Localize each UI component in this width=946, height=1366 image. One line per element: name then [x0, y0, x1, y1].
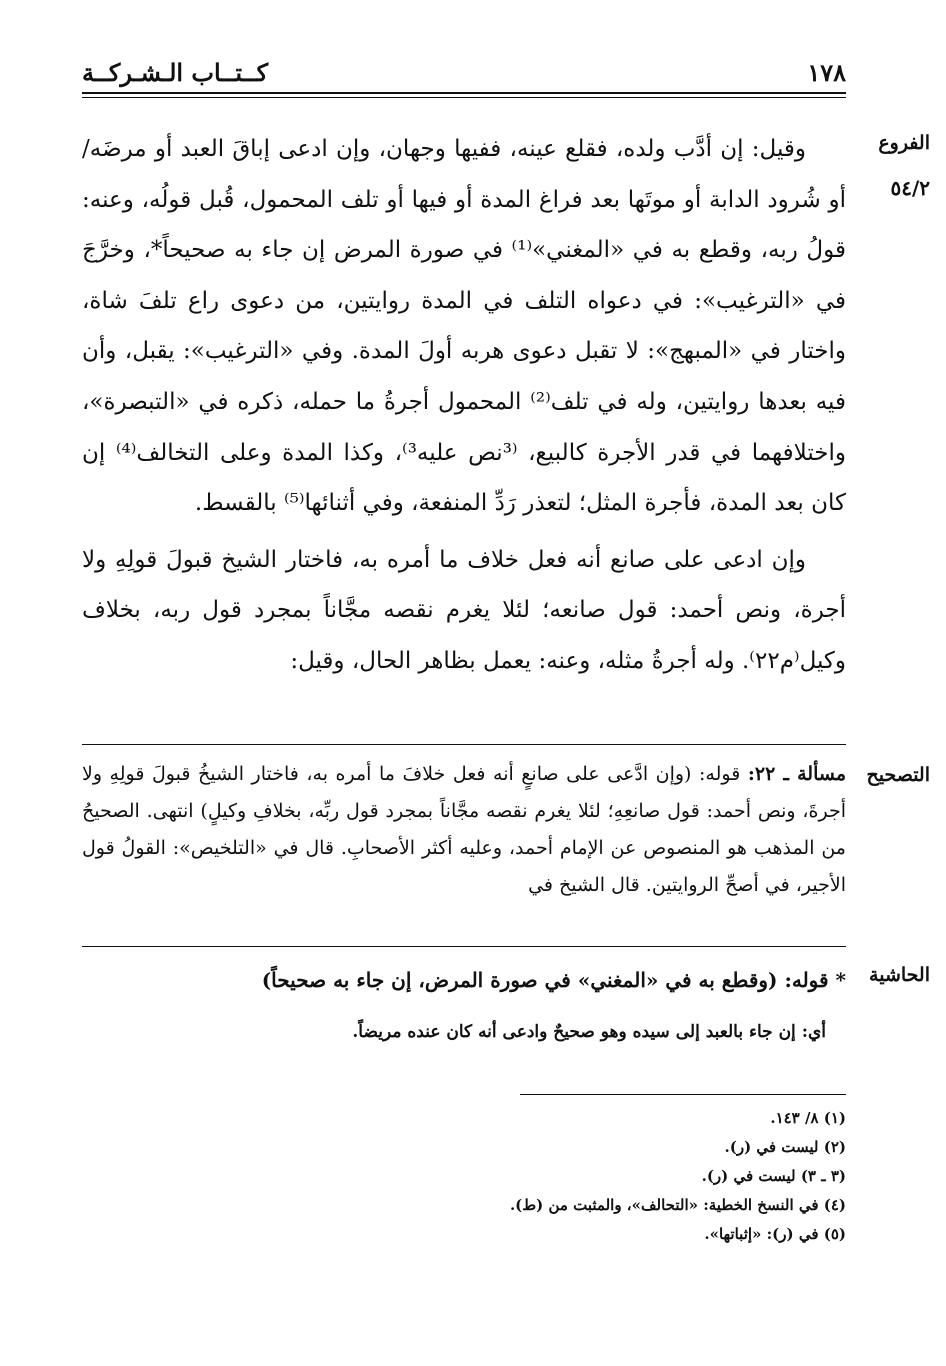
tashih-section [82, 756, 846, 904]
tashih-text: قوله: (وإن ادَّعى على صانعٍ أنه فعل خلافَ ما أمره به، فاختار الشيخُ قبولَ قولِهِ ولا أجرةَ، ونص أحمد: قول صانعِهِ؛ لئلا يغرم نقصه مجَّاناً بمجرد قول ربِّه، بخلافِ وكيلٍ) انتهى. الصحيحُ من المذهب هو المنصوص عن الإمام أحمد، وعليه أكثر الأصحابِ. قال في «التلخيص»: القولُ قول الأجير، في أصحِّ الروايتين. قال الشيخ في [82, 763, 846, 896]
footnote-item: (٥) في (ر): «إثباتها». [704, 1225, 846, 1243]
main-paragraph-1: وقيل: إن أدَّب ولده، فقلع عينه، ففيها وجهان، وإن ادعى إباقَ العبد أو مرضَه/ أو شُرود الدابة أو موتَها بعد فراغ المدة أو فيها أو تلف المحمول، قُبل قولُه، وعنه: قولُ ربه، وقطع به في «المغني»⁽¹⁾ في صورة المرض إن جاء به صحيحاً*، وخرَّجَ في «الترغيب»: في دعواه التلف في المدة روايتين، من دعوى راع تلفَ شاة، واختار في «المبهج»: لا تقبل دعوى هربه أولَ المدة. وفي «الترغيب»: يقبل، وأن فيه بعدها روايتين، وله في تلف⁽²⁾ المحمول أجرةُ ما حمله، ذكره في «التبصرة»، واختلافهما في قدر الأجرة كالبيع، ⁽³نص عليه³⁾، وكذا المدة وعلى التخالف⁽⁴⁾ إن كان بعد المدة، فأجرة المثل؛ لتعذر رَدِّ المنفعة، وفي أثنائها⁽⁵⁾ بالقسط. [82, 136, 846, 517]
footnote-item: (٣ ـ ٣) ليست في (ر). [701, 1167, 846, 1185]
hashiya-heading: * قوله: (وقطع به في «المغني» في صورة المرض، إن جاء به صحيحاً) [261, 968, 846, 992]
page-header [82, 58, 846, 88]
margin-label-hashiya: الحاشية [869, 964, 930, 986]
header-rule-thin [82, 97, 846, 98]
margin-label-tashih: التصحيح [866, 764, 930, 786]
footnote-item: (٤) في النسخ الخطية: «التحالف»، والمثبت من (ط). [509, 1196, 846, 1214]
header-rule-thick [82, 92, 846, 94]
hashiya-text: أي: إن جاء بالعبد إلى سيده وهو صحيحٌ وادعى أنه كان عنده مريضاً. [352, 1022, 826, 1042]
footnote-divider [520, 1094, 846, 1095]
main-paragraph-2: وإن ادعى على صانع أنه فعل خلاف ما أمره به، فاختار الشيخ قبولَ قولِهِ ولا أجرة، ونص أحمد: قول صانعه؛ لئلا يغرم نقصه مجَّاناً بمجرد قول ربه، بخلاف وكيل⁽م٢٢⁾. وله أجرةُ مثله، وعنه: يعمل بظاهر الحال، وقيل: [82, 546, 846, 674]
footnotes [82, 1104, 846, 1249]
footnote-item: (٢) ليست في (ر). [724, 1138, 846, 1156]
section-divider-tashih [82, 744, 846, 745]
section-divider-hashiya [82, 946, 846, 947]
book-title: كــتــاب الـشـركــة [82, 58, 269, 87]
margin-label-furu: الفروع [878, 132, 930, 154]
margin-page-reference: ٥٤/٢ [890, 176, 930, 200]
main-text [82, 124, 846, 687]
tashih-issue-number: مسألة ـ ٢٢: [747, 763, 846, 785]
page-number: ١٧٨ [807, 58, 846, 87]
footnote-item: (١) ٨/ ١٤٣. [770, 1109, 846, 1127]
